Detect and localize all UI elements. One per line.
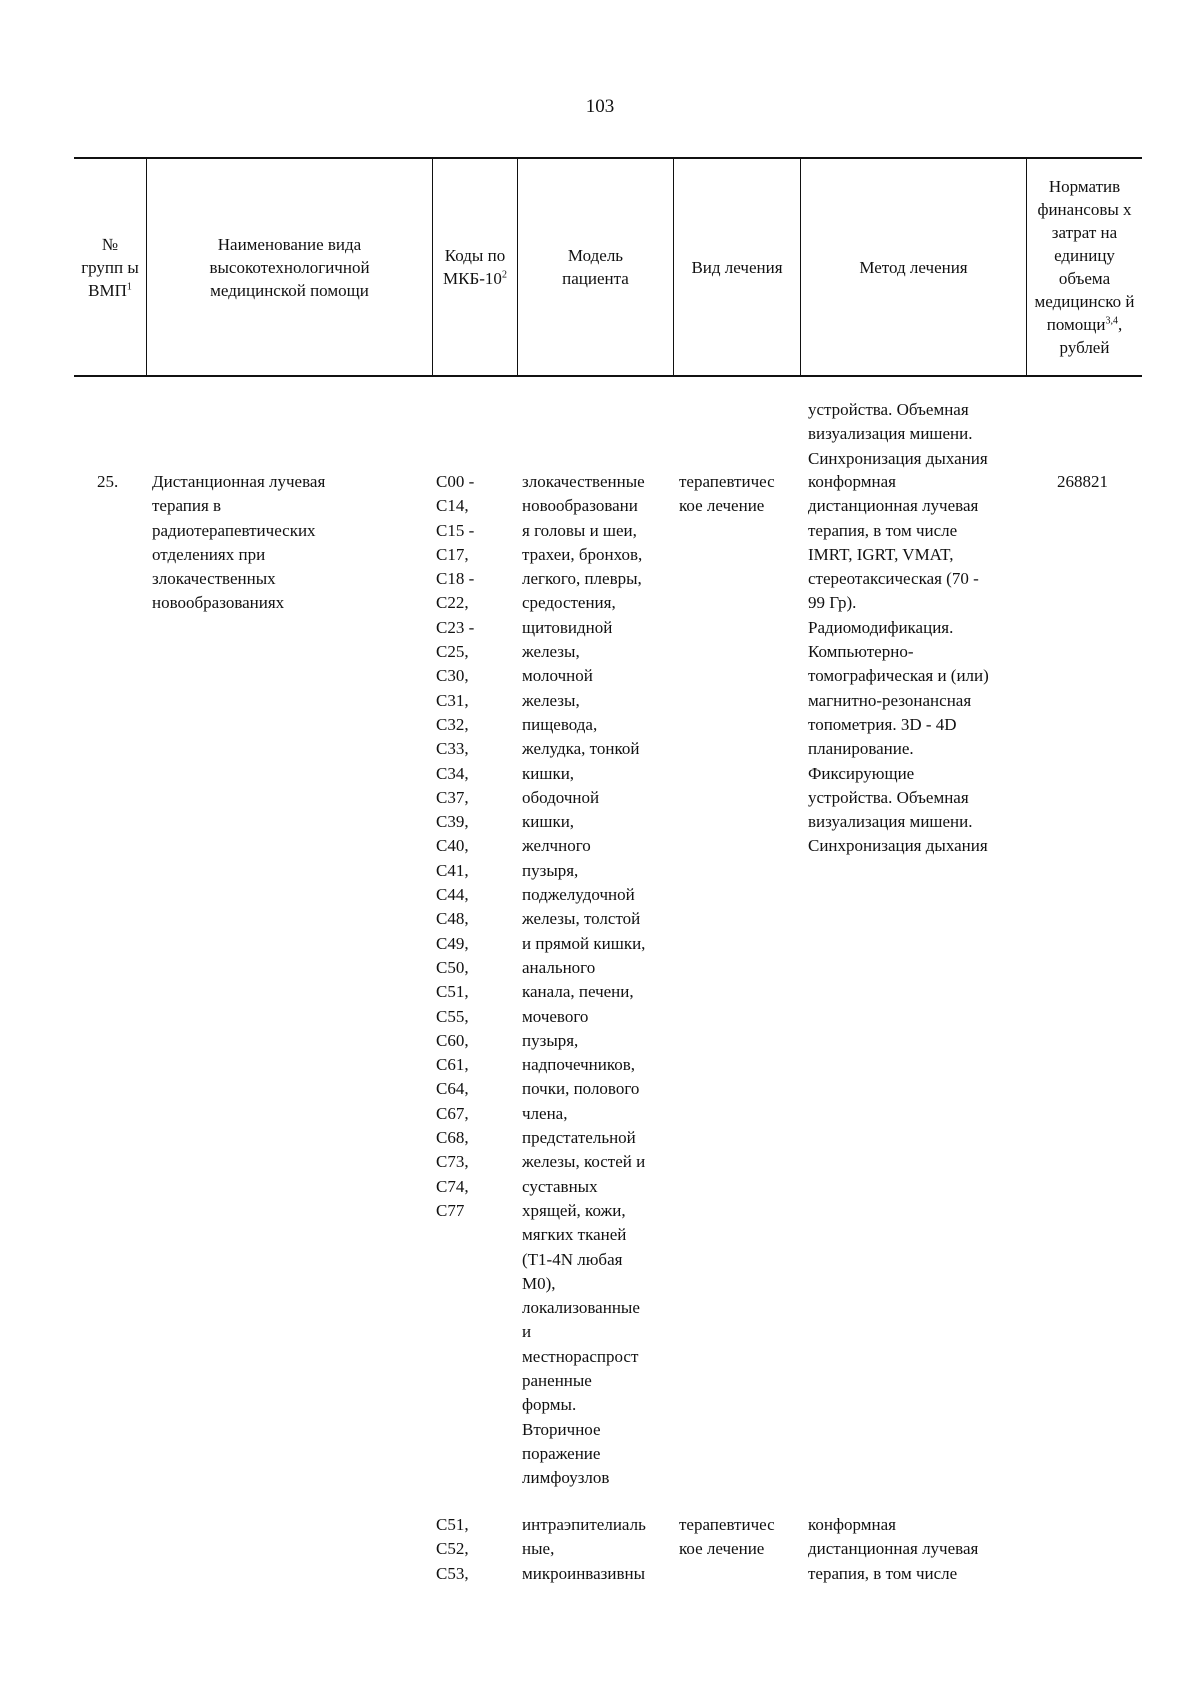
row-25-treatment-type: терапевтичес кое лечение [679,472,775,516]
header-cost-norm-unit: , рублей [1059,315,1123,357]
header-treatment-method [801,158,1026,376]
footnote-3-4: 3,4 [1105,315,1118,327]
row-25-patient-model: злокачественные новообразовани я головы и шеи, трахеи, бронхов, легкого, плевры, средостения, щитовидной железы, молочной железы, пищевода, желудка, тонкой кишки, ободочной кишки, желчного пузыря, поджелудочной железы, толстой и прямой кишки, анального канала, печени, мочевого пузыря, надпочечников, почки, полового члена, предстательной железы, костей и суставных хрящей, кожи, мягких тканей (Т1-4N любая М0), локализованные и местнораспрост раненные формы. Вторичное поражение лимфоузлов [522,472,646,1488]
footnote-2: 2 [501,269,507,281]
page-number: 103 [585,96,615,117]
footnote-1: 1 [126,280,132,292]
row-next-treatment-method: конформная дистанционная лучевая терапия, в том числе [808,1515,979,1583]
header-patient-model-text: Модель пациента [562,246,629,288]
row-25-treatment-method: конформная дистанционная лучевая терапия, в том числе IMRT, IGRT, VMAT, стереотаксическая (70 - 99 Гр). Радиомодификация. Компьютерно- томографическая и (или) магнитно-резонансная топометрия. 3D - 4D планирование. Фиксирующие устройства. Объемная визуализация мишени. Синхронизация дыхания [808,472,989,856]
header-icd-codes [433,158,517,376]
header-group-number-text: № групп ы ВМП [81,234,139,300]
row-next-treatment-type: терапевтичес кое лечение [679,1515,775,1559]
row-next-patient-model: интраэпителиаль ные, микроинвазивны [522,1515,646,1583]
header-cost-norm [1027,158,1142,376]
header-cost-norm-text: Норматив финансовы х затрат на единицу объема медицинско й помощи [1034,177,1135,334]
row-next-icd-codes: С51, С52, С53, [436,1515,469,1583]
header-vmp-name-text: Наименование вида высокотехнологичной медицинской помощи [209,234,370,300]
row-25-name: Дистанционная лучевая терапия в радиотерапевтических отделениях при злокачественных новообразованиях [152,472,326,613]
row-25-icd-codes: С00 - С14, С15 - С17, С18 - С22, С23 - С25, С30, С31, С32, С33, С34, С37, С39, С40, С41, С44, С48, С49, С50, С51, С55, С60, С61, С64, С67, С68, С73, С74, С77 [436,472,475,1220]
header-treatment-type-text: Вид лечения [691,257,783,277]
header-group-number [74,158,146,376]
row-25-cost-norm: 268821 [1057,472,1108,491]
header-patient-model [518,158,673,376]
header-treatment-type [674,158,800,376]
header-treatment-method-text: Метод лечения [859,257,968,277]
header-icd-codes-text: Коды по МКБ-10 [443,246,506,288]
row-25-number: 25. [97,472,119,491]
carryover-method: устройства. Объемная визуализация мишени. Синхронизация дыхания [808,400,988,468]
header-vmp-name [147,158,432,376]
